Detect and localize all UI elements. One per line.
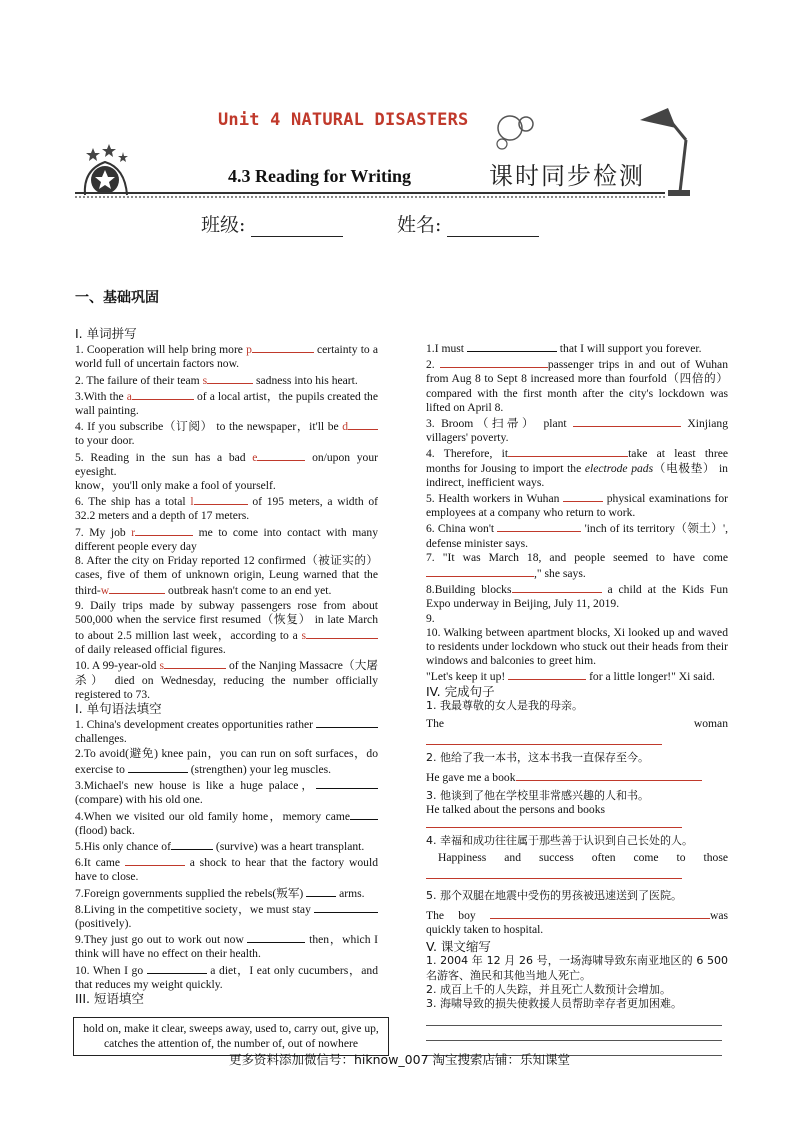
answer-blank[interactable] [194,493,248,505]
phrase-q10-quote: "Let's keep it up! for a little longer!" Xi said. [426,670,715,684]
name-blank[interactable] [447,218,539,237]
sentence-q5: The boy was quickly taken to hospital. [426,908,728,936]
grammar-q8: 8.Living in the competitive society，we must stay (positively). [75,901,378,931]
answer-blank[interactable] [316,777,378,789]
spelling-q5: 5. Reading in the sun has a bad e on/upon your eyesight. [75,450,378,478]
summary-q1: 1. 2004 年 12 月 26 号，一场海啸导致东南亚地区的 6 500 名游客、渔民和其他当地人死亡。 [426,954,728,982]
phrase-q5: 5. Health workers in Wuhan physical examinations for employees at a company who return to work. [426,492,729,520]
lesson-title: 4.3 Reading for Writing [228,166,412,186]
answer-blank[interactable] [306,885,336,897]
spelling-q1: 1. Cooperation will help bring more p certainty to a world full of uncertain factors now. [75,343,378,371]
sentence-q4-prompt: 4. 幸福和成功往往属于那些善于认识到自己长处的人。 [426,834,693,848]
star-badge-icon [75,140,135,198]
part-sentence-title: IV. 完成句子 [426,683,495,699]
spelling-q7: 7. My job r me to come into contact with many different people every day [75,525,378,553]
sentence-q2: He gave me a book [426,769,728,785]
unit-title: Unit 4 NATURAL DISASTERS [218,110,469,130]
phrase-q6: 6. China won't 'inch of its territory（领土）', defense minister says. [426,522,728,550]
footer-note: 更多资料添加微信号：hiknow_007 淘宝搜索店铺：乐知课堂 [229,1052,571,1067]
phrase-word-box: hold on, make it clear, sweeps away, used to, carry out, give up, catches the attention of, the number of, out of nowhere [73,1017,389,1056]
class-field[interactable] [201,210,343,237]
answer-line[interactable] [426,817,682,828]
answer-line[interactable] [426,731,662,745]
grammar-q9: 9.They just go out to work out now then，which I think will have no effect on their health. [75,933,378,961]
answer-blank[interactable] [440,356,548,368]
answer-blank[interactable] [350,808,378,820]
summary-q2: 2. 成百上千的人失踪，并且死亡人数预计会增加。 [426,982,671,996]
part-grammar-title: I. 单句语法填空 [75,701,162,717]
sentence-q1-prompt: 1. 我最尊敬的女人是我的母亲。 [426,698,583,712]
phrase-q10: 10. Walking between apartment blocks, Xi looked up and waved to residents under lockdown who stuck out their heads from their windows and balconies to greet him. [426,625,729,668]
class-blank[interactable] [251,218,343,237]
answer-blank[interactable] [109,582,165,594]
answer-blank[interactable] [257,449,305,461]
grammar-q5: 5.His only chance of (survive) was a heart transplant. [75,839,365,853]
answer-blank[interactable] [247,931,305,943]
answer-line[interactable] [426,866,682,879]
spelling-q2: 2. The failure of their team s sadness into his heart. [75,373,358,387]
sentence-q1: The woman [426,717,728,731]
spelling-q4: 4. If you subscribe（订阅） to the newspaper，it'll be d to your door. [75,418,378,448]
banner-dotted-line [75,196,665,201]
left-column [75,327,378,1006]
spelling-q6: 6. The ship has a total l of 195 meters, a width of 32.2 meters and a depth of 17 meters. [75,495,378,523]
spelling-q3: 3.With the a of a local artist，the pupils created the wall painting. [75,389,378,418]
name-label: 姓名: [397,214,442,236]
grammar-q3: 3.Michael's new house is like a huge palace， (compare) with his old one. [75,777,378,807]
answer-blank[interactable] [135,524,193,536]
phrase-q4: 4. Therefore, it take at least three months for Jousing to import the electrode pads（电极垫） in indirect, inefficient ways. [426,447,728,489]
right-column [426,340,728,1056]
phrase-q2: 2. passenger trips in and out of Wuhan from Aug 8 to Sept 8 increased more than fourfold（四倍的） compared with the first month after the city's lockdown was lifted on April 8. [426,358,728,414]
part-phrase-title: III. 短语填空 [75,990,145,1006]
answer-blank[interactable] [512,581,602,593]
phrase-q8: 8.Building blocks a child at the Kids Fun Expo underway in Beijing, July 11, 2019. [426,583,728,611]
summary-q3: 3. 海啸导致的损失使救援人员帮助幸存者更加困难。 [426,996,682,1010]
answer-blank[interactable] [497,520,581,532]
section-basic-title: 一、基础巩固 [75,290,159,306]
answer-line[interactable] [426,1012,722,1026]
answer-blank[interactable] [147,962,207,974]
answer-line[interactable] [426,1027,722,1041]
phrase-q9: 9. [426,611,435,625]
chinese-title: 课时同步检测 [489,162,645,190]
sentence-q4: Happiness and success often come to those [438,851,728,865]
sentence-q5-prompt: 5. 那个双腿在地震中受伤的男孩被迅速送到了医院。 [426,888,682,902]
answer-blank[interactable] [164,657,226,669]
spelling-q9: 9. Daily trips made by subway passengers rose from about 500,000 when the service first resumed（恢复） in late March to about 2.5 million last week，according to a s of daily released official figures. [75,598,378,657]
phrase-q7: 7. "It was March 18, and people seemed to have come ," she says. [426,550,728,581]
sentence-q3-prompt: 3. 他谈到了他在学校里非常感兴趣的人和书。 [426,788,649,802]
grammar-q6: 6.It came a shock to hear that the factory would have to close. [75,856,379,884]
answer-blank[interactable] [348,418,378,430]
answer-blank[interactable] [508,668,586,680]
answer-blank[interactable] [516,769,702,781]
answer-blank[interactable] [563,490,603,502]
answer-blank[interactable] [316,716,378,728]
name-field[interactable] [397,210,539,237]
answer-blank[interactable] [207,372,253,384]
answer-blank[interactable] [171,838,213,850]
answer-blank[interactable] [128,761,188,773]
spelling-q5-extra: know，you'll only make a fool of yourself. [75,479,276,493]
grammar-q10: 10. When I go a diet，I eat only cucumbers，and that reduces my weight quickly. [75,963,379,991]
answer-blank[interactable] [314,901,378,913]
answer-blank[interactable] [490,907,710,919]
part-spelling-title: I. 单词拼写 [75,326,137,341]
answer-blank[interactable] [573,415,681,427]
banner-divider [75,192,665,194]
spelling-q10: 10. A 99-year-old s of the Nanjing Massacre（大屠杀） died on Wednesday, reducing the number officially registered to 73. [75,659,378,701]
spelling-q8: 8. After the city on Friday reported 12 confirmed（被证实的） cases, five of them of unknown origin, Leung warned that the third-w outbreak hasn't come to an end yet. [75,554,378,598]
answer-blank[interactable] [467,340,557,352]
answer-blank[interactable] [426,565,534,577]
answer-blank[interactable] [132,388,194,400]
part-summary-title: V. 课文缩写 [426,939,491,955]
grammar-q1: 1. China's development creates opportunities rather challenges. [75,716,378,746]
answer-blank[interactable] [252,341,314,353]
phrase-q3: 3. Broom（扫帚） plant Xinjiang villagers' poverty. [426,417,728,445]
answer-blank[interactable] [125,854,185,866]
answer-blank[interactable] [508,445,628,457]
sentence-q3: He talked about the persons and books [426,802,606,816]
grammar-q4: 4.When we visited our old family home，memory came (flood) back. [75,808,378,838]
answer-blank[interactable] [306,627,378,639]
grammar-q7: 7.Foreign governments supplied the rebels(叛军) arms. [75,886,365,900]
grammar-q2: 2.To avoid(避免) knee pain，you can run on soft surfaces，do exercise to (strengthen) your leg muscles. [75,746,378,776]
sentence-q2-prompt: 2. 他给了我一本书，这本书我一直保存至今。 [426,751,649,765]
class-label: 班级: [201,214,246,236]
phrase-q1: 1.I must that I will support you forever. [426,342,702,355]
